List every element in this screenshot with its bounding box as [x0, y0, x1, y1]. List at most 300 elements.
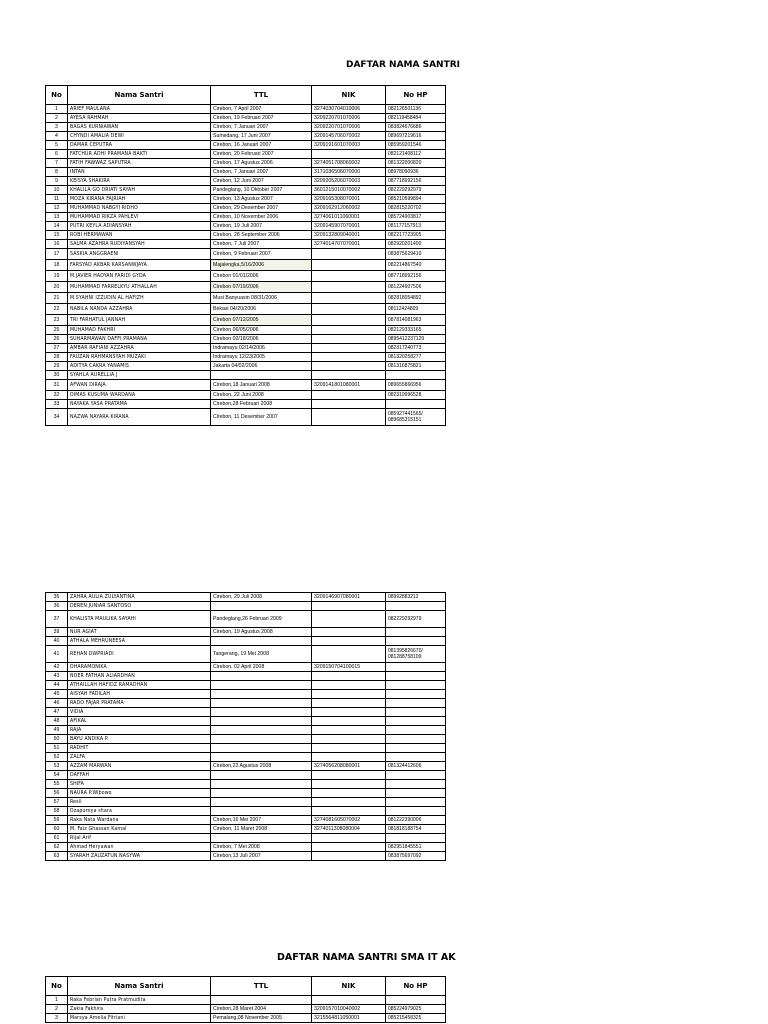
table-row — [46, 195, 446, 204]
cell-name: PUTRI KEYLA ADIANSYAH — [68, 222, 211, 231]
cell-hp: 081224907506 — [386, 282, 446, 293]
cell-name: NAYAKA YASA PRATAMA — [68, 400, 211, 409]
cell-no: 29 — [46, 362, 68, 371]
table-row — [46, 735, 446, 744]
cell-hp: 082229292979 — [386, 611, 446, 628]
cell-no: 43 — [46, 672, 68, 681]
table-row — [46, 637, 446, 646]
cell-no: 13 — [46, 213, 68, 222]
cell-nik — [312, 326, 386, 335]
cell-ttl: Cirebon 06/05/2006 — [211, 326, 312, 335]
cell-no: 32 — [46, 391, 68, 400]
table-row — [46, 168, 446, 177]
cell-no: 25 — [46, 326, 68, 335]
table-body-1 — [46, 105, 446, 426]
table-row — [46, 362, 446, 371]
cell-ttl — [211, 708, 312, 717]
cell-no: 20 — [46, 282, 68, 293]
cell-hp: 081322000820 — [386, 159, 446, 168]
cell-nik — [312, 371, 386, 380]
table-row — [46, 150, 446, 159]
cell-hp: 089655866956 — [386, 380, 446, 391]
table-row — [46, 141, 446, 150]
cell-nik — [312, 362, 386, 371]
table-row — [46, 593, 446, 602]
cell-name: SYARAH ZAUZATUN NASYWA — [68, 852, 211, 861]
cell-nik: 3274011308080004 — [312, 825, 386, 834]
cell-nik — [312, 628, 386, 637]
cell-hp: 082920201400 — [386, 240, 446, 249]
cell-ttl: Cirebon, 11 Maret 2008 — [211, 825, 312, 834]
cell-no: 1 — [46, 105, 68, 114]
cell-name: FATIH FAWWAZ SAPUTRA — [68, 159, 211, 168]
table-row — [46, 159, 446, 168]
cell-name: REHAN DWPRIADI — [68, 646, 211, 663]
santri-table-3 — [45, 976, 446, 1023]
cell-nik — [312, 249, 386, 260]
cell-hp: 082129333165 — [386, 326, 446, 335]
cell-nik — [312, 753, 386, 762]
cell-name: MUHAMMAD NABGYI RIDHO — [68, 204, 211, 213]
cell-nik — [312, 735, 386, 744]
cell-no: 56 — [46, 789, 68, 798]
cell-no: 10 — [46, 186, 68, 195]
cell-no: 52 — [46, 753, 68, 762]
cell-nik — [312, 353, 386, 362]
cell-name: DAMAR CEPUTRA — [68, 141, 211, 150]
table-row — [46, 380, 446, 391]
cell-no: 54 — [46, 771, 68, 780]
table-row — [46, 271, 446, 282]
cell-name: ZALFA — [68, 753, 211, 762]
cell-nik: 3171036506070000 — [312, 168, 386, 177]
cell-name: BAGAS KURNIAWAN — [68, 123, 211, 132]
cell-no: 21 — [46, 293, 68, 304]
table-row — [46, 315, 446, 326]
cell-hp: 0895412237129 — [386, 335, 446, 344]
cell-ttl: Cirebon,16 Mei 2007 — [211, 816, 312, 825]
cell-nik — [312, 852, 386, 861]
cell-hp: 08978090936 — [386, 168, 446, 177]
table-row — [46, 681, 446, 690]
cell-hp — [386, 789, 446, 798]
cell-no: 48 — [46, 717, 68, 726]
cell-nik — [312, 699, 386, 708]
cell-hp — [386, 708, 446, 717]
cell-no: 22 — [46, 304, 68, 315]
cell-hp: 08112424809 — [386, 304, 446, 315]
cell-ttl: Cirebon, 19 Agustus 2008 — [211, 628, 312, 637]
cell-ttl: Cirebon,28 Maret 2004 — [211, 1005, 312, 1014]
cell-hp: 082815220702 — [386, 204, 446, 213]
cell-no: 41 — [46, 646, 68, 663]
cell-hp: 085959201546 — [386, 141, 446, 150]
cell-no: 46 — [46, 699, 68, 708]
cell-ttl: Sumedang, 17 Juni 2007 — [211, 132, 312, 141]
cell-name: KHALILA GO DRIATI SAYAH — [68, 186, 211, 195]
cell-nik: 3209132809040001 — [312, 231, 386, 240]
cell-no: 17 — [46, 249, 68, 260]
cell-ttl: Pandeglang, 10 Oktober 2007 — [211, 186, 312, 195]
cell-name: NAZWA NAYARA KIRANA — [68, 409, 211, 426]
cell-hp — [386, 371, 446, 380]
table-row — [46, 344, 446, 353]
header-no: No — [46, 86, 68, 105]
cell-no: 2 — [46, 114, 68, 123]
cell-name: AZZAM MARWAN — [68, 762, 211, 771]
cell-name: SYAHLA AURELLIA J — [68, 371, 211, 380]
title-1: DAFTAR NAMA SANTRI — [346, 60, 461, 70]
cell-ttl: Cirebon, 12 Juni 2007 — [211, 177, 312, 186]
cell-hp: 081320258277 — [386, 353, 446, 362]
table-row — [46, 663, 446, 672]
cell-hp — [386, 602, 446, 611]
cell-ttl: Cirebon, 19 Juli 2007 — [211, 222, 312, 231]
cell-ttl: Cirebon, 10 November 2006 — [211, 213, 312, 222]
cell-nik — [312, 771, 386, 780]
cell-nik — [312, 690, 386, 699]
cell-hp: 087718992156 — [386, 177, 446, 186]
cell-ttl: Cirebon,28 Februari 2008 — [211, 400, 312, 409]
cell-name: ATHAILLAH HAFIDZ RAMADHAN — [68, 681, 211, 690]
cell-hp — [386, 798, 446, 807]
cell-no: 33 — [46, 400, 68, 409]
table-row — [46, 690, 446, 699]
cell-ttl: Cirebon, 7 April 2007 — [211, 105, 312, 114]
table-row — [46, 240, 446, 249]
cell-hp — [386, 807, 446, 816]
cell-ttl — [211, 371, 312, 380]
cell-ttl: Bekasi 04/20/2006 — [211, 304, 312, 315]
cell-nik: 3274061011060001 — [312, 213, 386, 222]
cell-hp — [386, 834, 446, 843]
cell-ttl: Cirebon 07/12/2005 — [211, 315, 312, 326]
cell-hp: 085724903817 — [386, 213, 446, 222]
cell-name: AFWAN DIRAJA — [68, 380, 211, 391]
cell-no: 8 — [46, 168, 68, 177]
cell-nik: 3274056208080001 — [312, 762, 386, 771]
cell-ttl: Jakarta 04/02/2006 — [211, 362, 312, 371]
cell-ttl: Cirebon, 7 Januari 2007 — [211, 123, 312, 132]
cell-name: NOER FATHAN ALIARDHAN — [68, 672, 211, 681]
cell-name: MUHAMAD FAKHRI — [68, 326, 211, 335]
cell-hp: 082317240773 — [386, 344, 446, 353]
cell-nik: 3209165308070001 — [312, 195, 386, 204]
cell-name: Raka Febrian Putra Pratmudita — [68, 996, 211, 1005]
cell-no: 63 — [46, 852, 68, 861]
cell-nik — [312, 744, 386, 753]
cell-ttl: Indramayu 02/14/2006 — [211, 344, 312, 353]
cell-name: KHALISTA MAULIKA SAYAHI — [68, 611, 211, 628]
cell-hp — [386, 628, 446, 637]
cell-no: 26 — [46, 335, 68, 344]
cell-ttl: Cirebon, 17 Agustus 2006 — [211, 159, 312, 168]
cell-ttl: Cirebon, 16 Januari 2007 — [211, 141, 312, 150]
cell-no: 30 — [46, 371, 68, 380]
cell-no: 2 — [46, 1005, 68, 1014]
table-row — [46, 717, 446, 726]
cell-name: BAYU ANDIKA P. — [68, 735, 211, 744]
cell-name: M.JAVIER HADYAN FARIDI GYDA — [68, 271, 211, 282]
cell-hp: 089697219616 — [386, 132, 446, 141]
cell-name: FARSYAD AKBAR KARSANWJAYA — [68, 260, 211, 271]
cell-ttl: Cirebon,22 Agustus 2008 — [211, 762, 312, 771]
table-row — [46, 672, 446, 681]
cell-no: 3 — [46, 123, 68, 132]
table-body-3 — [46, 996, 446, 1023]
cell-hp: 082121408112 — [386, 150, 446, 159]
table-row — [46, 123, 446, 132]
cell-ttl: Pemalang,08 November 2005 — [211, 1014, 312, 1023]
cell-hp: 082229292979 — [386, 186, 446, 195]
header-nik: NIK — [312, 977, 386, 996]
cell-nik: 3209145706070002 — [312, 132, 386, 141]
cell-nik — [312, 834, 386, 843]
cell-no: 12 — [46, 204, 68, 213]
table-row — [46, 798, 446, 807]
cell-nik: 3274014707070001 — [312, 240, 386, 249]
table-row — [46, 744, 446, 753]
cell-hp — [386, 780, 446, 789]
table-row — [46, 708, 446, 717]
table-header-row — [46, 977, 446, 996]
cell-name: ARIEF MAULANA — [68, 105, 211, 114]
cell-nik — [312, 391, 386, 400]
table-row — [46, 213, 446, 222]
table-row — [46, 753, 446, 762]
table-row — [46, 353, 446, 362]
cell-name: ZAHRA AULIA ZULYANTINA — [68, 593, 211, 602]
cell-ttl: Cirebon,13 Juli 2007 — [211, 852, 312, 861]
cell-hp: 085210599894 — [386, 195, 446, 204]
cell-ttl: Tangerang, 19 Mei 2008 — [211, 646, 312, 663]
table-row — [46, 304, 446, 315]
cell-name: TRI FARHATUL JANNAH — [68, 315, 211, 326]
cell-nik — [312, 646, 386, 663]
cell-ttl: Musi Banyuasin 08/31/2006 — [211, 293, 312, 304]
cell-no: 44 — [46, 681, 68, 690]
cell-ttl: Cirebon, 19 Februari 2007 — [211, 114, 312, 123]
cell-hp: 081818188754 — [386, 825, 446, 834]
cell-name: M. Faiz Ghassan Kamal — [68, 825, 211, 834]
cell-ttl — [211, 789, 312, 798]
table-row — [46, 1014, 446, 1023]
cell-no: 18 — [46, 260, 68, 271]
cell-no: 36 — [46, 602, 68, 611]
cell-ttl: Pandeglang,26 Februari 2009 — [211, 611, 312, 628]
cell-nik — [312, 400, 386, 409]
cell-nik — [312, 996, 386, 1005]
table-row — [46, 177, 446, 186]
cell-ttl — [211, 690, 312, 699]
cell-ttl: Cirebon 01/01/2006 — [211, 271, 312, 282]
cell-no: 55 — [46, 780, 68, 789]
cell-ttl: Cirebon 07/19/2006 — [211, 282, 312, 293]
cell-hp: 082214867540 — [386, 260, 446, 271]
cell-nik: 3209141801080001 — [312, 380, 386, 391]
cell-hp: 082951845551 — [386, 843, 446, 852]
cell-hp: 082126501136 — [386, 105, 446, 114]
cell-ttl — [211, 753, 312, 762]
cell-no: 1 — [46, 996, 68, 1005]
cell-name: ADITYA CAKRA YANAMIS — [68, 362, 211, 371]
cell-nik: 3215564811050001 — [312, 1014, 386, 1023]
cell-name: RAJA — [68, 726, 211, 735]
table-row — [46, 816, 446, 825]
table-row — [46, 132, 446, 141]
cell-nik: 3209145907070001 — [312, 222, 386, 231]
cell-nik — [312, 637, 386, 646]
cell-name: DIMAS KUSUMA WARDANA — [68, 391, 211, 400]
cell-ttl — [211, 780, 312, 789]
cell-ttl: Cirebon, 7 Januari 2007 — [211, 168, 312, 177]
header-hp: No HP — [386, 977, 446, 996]
table-row — [46, 186, 446, 195]
header-nik: NIK — [312, 86, 386, 105]
cell-hp: 083875629410 — [386, 249, 446, 260]
cell-name: SHIFA — [68, 780, 211, 789]
cell-nik: 3209157010040002 — [312, 1005, 386, 1014]
cell-nik — [312, 282, 386, 293]
cell-ttl — [211, 672, 312, 681]
header-name: Nama Santri — [68, 86, 211, 105]
table-body-2 — [46, 593, 446, 861]
cell-ttl: Cirebon, 29 Desember 2007 — [211, 204, 312, 213]
cell-name: DHARAMONIKA — [68, 663, 211, 672]
cell-hp: 081177157913 — [386, 222, 446, 231]
header-ttl: TTL — [211, 977, 312, 996]
table-row — [46, 611, 446, 628]
cell-nik — [312, 260, 386, 271]
cell-nik — [312, 335, 386, 344]
cell-no: 11 — [46, 195, 68, 204]
cell-name: M.SYAHNI IZZUDIN AL HAFIZH — [68, 293, 211, 304]
cell-name: MUHAMMAD RIKZA PAHLEVI — [68, 213, 211, 222]
cell-nik — [312, 150, 386, 159]
table-row — [46, 762, 446, 771]
cell-name: Marsya Amelia Fitriani — [68, 1014, 211, 1023]
cell-name: Raka Nata Wardana — [68, 816, 211, 825]
cell-no: 37 — [46, 611, 68, 628]
cell-name: FAUZAN RAHMANSYAH MUZAKI — [68, 353, 211, 362]
table-row — [46, 400, 446, 409]
table-row — [46, 335, 446, 344]
cell-nik — [312, 843, 386, 852]
cell-hp: 081222390006 — [386, 816, 446, 825]
cell-nik: 3601215010070002 — [312, 186, 386, 195]
cell-nik — [312, 807, 386, 816]
cell-name: ROBI HERMAWAN — [68, 231, 211, 240]
table-row — [46, 204, 446, 213]
cell-nik: 3209205206070003 — [312, 177, 386, 186]
table-row — [46, 825, 446, 834]
header-hp: No HP — [386, 86, 446, 105]
cell-nik: 3209191601070003 — [312, 141, 386, 150]
cell-no: 45 — [46, 690, 68, 699]
cell-ttl — [211, 735, 312, 744]
cell-name: Rijal Arif — [68, 834, 211, 843]
cell-nik — [312, 271, 386, 282]
table-row — [46, 843, 446, 852]
cell-nik: 3209162912060002 — [312, 204, 386, 213]
cell-ttl — [211, 637, 312, 646]
cell-hp — [386, 726, 446, 735]
table-row — [46, 789, 446, 798]
cell-name: ATHALA MEHRUNEESA — [68, 637, 211, 646]
table-row — [46, 391, 446, 400]
cell-name: INTAN — [68, 168, 211, 177]
header-no: No — [46, 977, 68, 996]
cell-name: Resil — [68, 798, 211, 807]
santri-table-2 — [45, 592, 446, 861]
table-row — [46, 807, 446, 816]
cell-name: SALMA AZAHRA RUDIYANSYAH — [68, 240, 211, 249]
cell-no: 57 — [46, 798, 68, 807]
cell-no: 5 — [46, 141, 68, 150]
cell-nik — [312, 304, 386, 315]
cell-ttl: Cirebon, 02 April 2008 — [211, 663, 312, 672]
table-row — [46, 852, 446, 861]
cell-hp — [386, 637, 446, 646]
cell-no: 58 — [46, 807, 68, 816]
cell-hp: 081395826670/ 081288758109 — [386, 646, 446, 663]
cell-no: 49 — [46, 726, 68, 735]
cell-no: 59 — [46, 816, 68, 825]
table-row — [46, 222, 446, 231]
cell-hp — [386, 400, 446, 409]
cell-hp — [386, 672, 446, 681]
cell-name: DEREN JUNIAR SANTOSO — [68, 602, 211, 611]
table-row — [46, 260, 446, 271]
cell-name: RADO FAJAR PRATAMA — [68, 699, 211, 708]
cell-no: 42 — [46, 663, 68, 672]
cell-name: MOZA KIRANA FAJRIAH — [68, 195, 211, 204]
table-row — [46, 282, 446, 293]
cell-ttl: Majalengka,5/16/2006 — [211, 260, 312, 271]
cell-nik: 3209146907080001 — [312, 593, 386, 602]
cell-name: Ahmad Heryawan — [68, 843, 211, 852]
table-row — [46, 726, 446, 735]
cell-name: VIDIA — [68, 708, 211, 717]
cell-ttl — [211, 726, 312, 735]
table-row — [46, 105, 446, 114]
cell-ttl — [211, 798, 312, 807]
cell-ttl — [211, 744, 312, 753]
cell-no: 53 — [46, 762, 68, 771]
table-row — [46, 771, 446, 780]
cell-hp: 083824676686 — [386, 123, 446, 132]
cell-ttl: Cirebon, 13 Agustus 2007 — [211, 195, 312, 204]
cell-no: 51 — [46, 744, 68, 753]
cell-ttl — [211, 996, 312, 1005]
cell-nik — [312, 798, 386, 807]
table-row — [46, 231, 446, 240]
cell-hp: 082319996528 — [386, 391, 446, 400]
table-row — [46, 1005, 446, 1014]
cell-name: KEISYA SHAKIRA — [68, 177, 211, 186]
cell-hp — [386, 699, 446, 708]
cell-hp — [386, 681, 446, 690]
cell-hp: 081324412606 — [386, 762, 446, 771]
cell-hp: 083875697092 — [386, 852, 446, 861]
table-row — [46, 996, 446, 1005]
cell-name: AMBAR RAFIANI AZZAHRA — [68, 344, 211, 353]
table-row — [46, 699, 446, 708]
cell-ttl — [211, 602, 312, 611]
cell-no: 39 — [46, 628, 68, 637]
cell-hp: 087814081963 — [386, 315, 446, 326]
cell-ttl: Cirebon, 28 September 2006 — [211, 231, 312, 240]
